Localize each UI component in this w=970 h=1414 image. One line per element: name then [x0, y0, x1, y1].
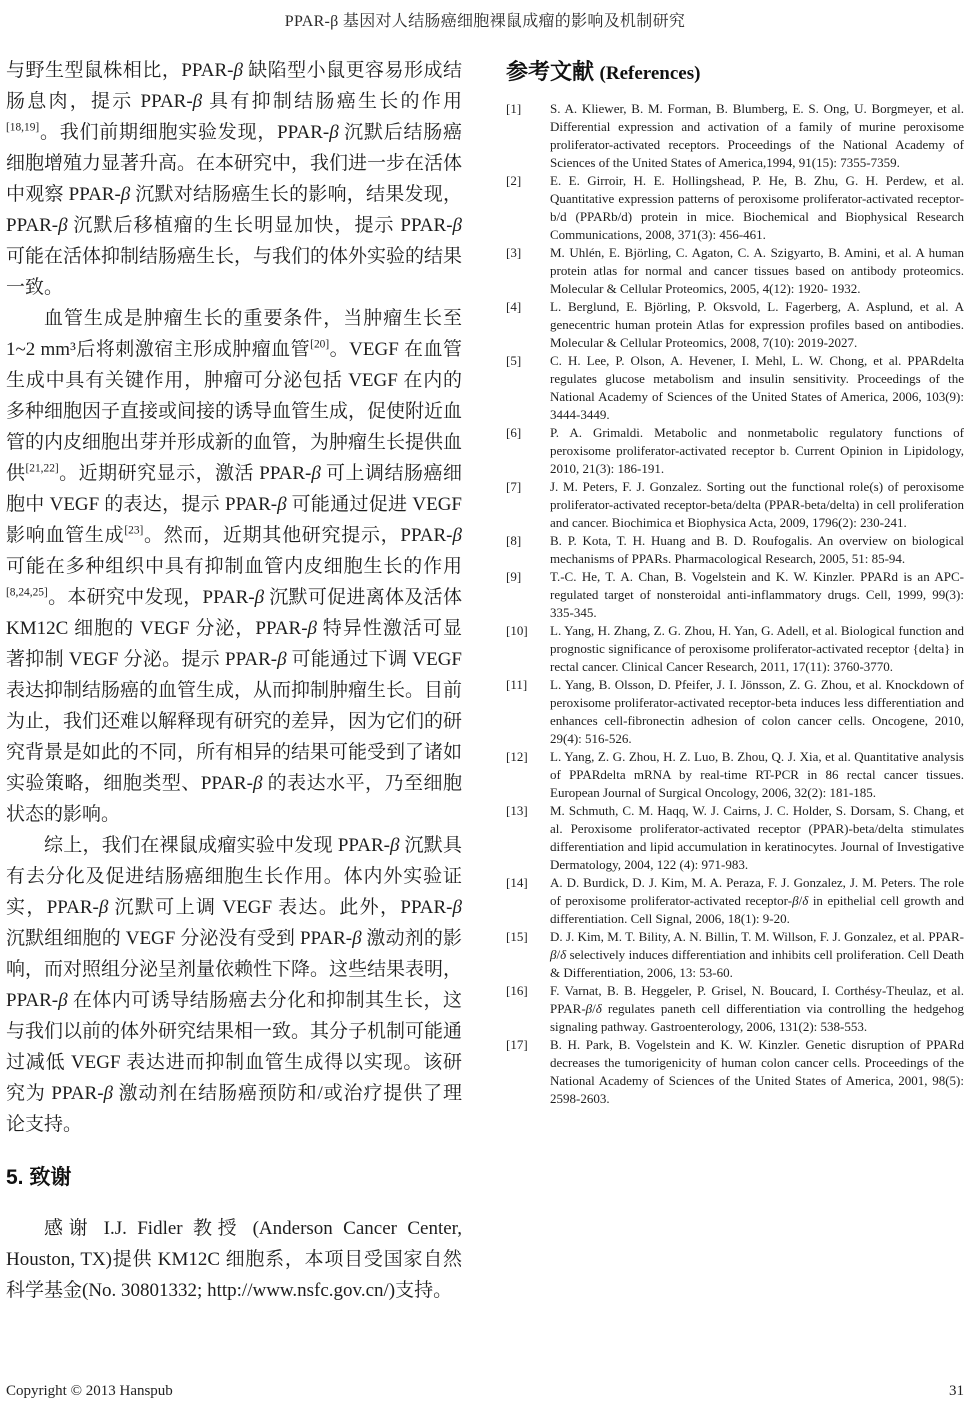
- reference-text: J. M. Peters, F. J. Gonzalez. Sorting out the functional role(s) of peroxisome proliferator-activated receptor-beta/delta (PPAR-beta/delta) in cell proliferation and cancer. Biochimica et Biophysica Acta, 2009, 1796(2): 230-241.: [550, 479, 964, 530]
- reference-item: [506, 748, 964, 802]
- acknowledgement-paragraphs: [6, 1213, 462, 1306]
- references-column: [506, 55, 964, 1108]
- reference-item: [506, 802, 964, 874]
- reference-number: [2]: [506, 173, 522, 188]
- reference-item: [506, 352, 964, 424]
- reference-number: [10]: [506, 623, 528, 638]
- page-footer: [6, 1383, 964, 1400]
- reference-number: [4]: [506, 299, 522, 314]
- reference-item: [506, 532, 964, 568]
- reference-number: [5]: [506, 353, 522, 368]
- reference-text: S. A. Kliewer, B. M. Forman, B. Blumberg, E. S. Ong, U. Borgmeyer, et al. Differential expression and activation of a family of murine peroxisome proliferator-activated receptors. Proceedings of the National Academy of Sciences of the United States of America,1994, 91(15): 7355-7359.: [550, 101, 964, 170]
- reference-item: [506, 928, 964, 982]
- reference-number: [11]: [506, 677, 528, 692]
- references-heading-zh: 参考文献: [506, 59, 595, 84]
- reference-text: D. J. Kim, M. T. Bility, A. N. Billin, T. M. Willson, F. J. Gonzalez, et al. PPAR-β/δ selectively induces differentiation and inhibits cell proliferation. Cell Death & Differentiation, 2006, 13: 53-60.: [550, 929, 964, 980]
- reference-text: L. Berglund, E. Björling, P. Oksvold, L. Fagerberg, A. Asplund, et al. A genecentric human protein Atlas for expression profiles based on antibodies. Molecular & Cellular Proteomics, 2008, 7(10): 2019-2027.: [550, 299, 964, 350]
- page-title: PPAR-β 基因对人结肠癌细胞裸鼠成瘤的影响及机制研究: [284, 13, 686, 30]
- reference-item: [506, 982, 964, 1036]
- reference-number: [1]: [506, 101, 522, 116]
- reference-number: [8]: [506, 533, 522, 548]
- reference-number: [9]: [506, 569, 522, 584]
- body-paragraph: 与野生型鼠株相比，PPAR-β 缺陷型小鼠更容易形成结肠息肉，提示 PPAR-β 具有抑制结肠癌生长的作用[18,19]。我们前期细胞实验发现，PPAR-β 沉默后结肠癌细胞增殖力显著升高。在本研究中，我们进一步在活体中观察 PPAR-β 沉默对结肠癌生长的影响，结果发现，PPAR-β 沉默后移植瘤的生长明显加快，提示 PPAR-β 可能在活体抑制结肠癌生长，与我们的体外实验的结果一致。: [6, 60, 463, 298]
- reference-number: [12]: [506, 749, 528, 764]
- reference-item: [506, 622, 964, 676]
- reference-item: [506, 172, 964, 244]
- reference-text: F. Varnat, B. B. Heggeler, P. Grisel, N. Boucard, I. Corthésy-Theulaz, et al. PPAR-β/δ regulates paneth cell differentiation via controlling the hedgehog signaling pathway. Gastroenterology, 2006, 131(2): 538-553.: [550, 983, 964, 1034]
- content-columns: [0, 55, 970, 1306]
- left-column: [6, 55, 462, 1306]
- reference-item: [506, 298, 964, 352]
- reference-text: B. H. Park, B. Vogelstein and K. W. Kinzler. Genetic disruption of PPARd decreases the tumorigenicity of human colon cancer cells. Proceedings of the National Academy of Sciences of the United States of America, 2001, 98(5): 2598-2603.: [550, 1037, 964, 1106]
- reference-text: P. A. Grimaldi. Metabolic and nonmetabolic regulatory functions of peroxisome proliferator-activated receptor b. Current Opinion in Lipidology, 2010, 21(3): 186-191.: [550, 425, 964, 476]
- reference-text: L. Yang, H. Zhang, Z. G. Zhou, H. Yan, G. Adell, et al. Biological function and prognostic significance of peroxisome proliferator-activated receptor {delta} in rectal cancer. Clinical Cancer Research, 2011, 17(11): 3760-3770.: [550, 623, 964, 674]
- reference-item: [506, 676, 964, 748]
- reference-text: B. P. Kota, T. H. Huang and B. D. Roufogalis. An overview on biological mechanisms of PPARs. Pharmacological Research, 2005, 51: 85-94.: [550, 533, 964, 566]
- reference-item: [506, 1036, 964, 1108]
- reference-text: T.-C. He, T. A. Chan, B. Vogelstein and K. W. Kinzler. PPARd is an APC-regulated target of nonsteroidal anti-inflammatory drugs. Cell, 1999, 99(3): 335-345.: [550, 569, 964, 620]
- references-heading-en: (References): [599, 63, 701, 84]
- body-paragraph: 血管生成是肿瘤生长的重要条件，当肿瘤生长至1~2 mm³后将刺激宿主形成肿瘤血管[20]。VEGF 在血管生成中具有关键作用，肿瘤可分泌包括 VEGF 在内的多种细胞因子直接或间接的诱导血管生成，促使附近血管的内皮细胞出芽并形成新的血管，为肿瘤生长提供血供[21,22]。近期研究显示，激活 PPAR-β 可上调结肠癌细胞中 VEGF 的表达，提示 PPAR-β 可能通过促进 VEGF 影响血管生成[23]。然而，近期其他研究提示，PPAR-β 可能在多种组织中具有抑制血管内皮细胞生长的作用[8,24,25]。本研究中发现，PPAR-β 沉默可促进离体及活体 KM12C 细胞的 VEGF 分泌，PPAR-β 特异性激活可显著抑制 VEGF 分泌。提示 PPAR-β 可能通过下调 VEGF 表达抑制结肠癌的血管生成，从而抑制肿瘤生长。目前为止，我们还难以解释现有研究的差异，因为它们的研究背景是如此的不同，所有相异的结果可能受到了诸如实验策略，细胞类型、PPAR-β 的表达水平，乃至细胞状态的影响。: [6, 308, 463, 825]
- reference-number: [16]: [506, 983, 528, 998]
- reference-text: M. Uhlén, E. Björling, C. Agaton, C. A. Szigyarto, B. Amini, et al. A human protein atlas for normal and cancer tissues based on antibody proteomics. Molecular & Cellular Proteomics, 2005, 4(12): 1920- 1932.: [550, 245, 964, 296]
- reference-list: [506, 100, 964, 1108]
- reference-text: L. Yang, B. Olsson, D. Pfeifer, J. I. Jönsson, Z. G. Zhou, et al. Knockdown of peroxisome proliferator-activated receptor-beta induces less differentiation and enhances cell-fibronectin adhesion of colon cancer cells. Oncogene, 2010, 29(4): 516-526.: [550, 677, 964, 746]
- reference-number: [17]: [506, 1037, 528, 1052]
- reference-item: [506, 244, 964, 298]
- reference-text: C. H. Lee, P. Olson, A. Hevener, I. Mehl, L. W. Chong, et al. PPARdelta regulates glucose metabolism and insulin sensitivity. Proceedings of the National Academy of Sciences of the United States of America, 2006, 103(9): 3444-3449.: [550, 353, 964, 422]
- reference-number: [3]: [506, 245, 522, 260]
- reference-number: [14]: [506, 875, 528, 890]
- body-paragraph: 综上，我们在裸鼠成瘤实验中发现 PPAR-β 沉默具有去分化及促进结肠癌细胞生长作用。体内外实验证实，PPAR-β 沉默可上调 VEGF 表达。此外，PPAR-β 沉默组细胞的 VEGF 分泌没有受到 PPAR-β 激动剂的影响，而对照组分泌呈剂量依赖性下降。这些结果表明，PPAR-β 在体内可诱导结肠癌去分化和抑制其生长，这与我们以前的体外研究结果相一致。其分子机制可能通过减低 VEGF 表达进而抑制血管生成得以实现。该研究为 PPAR-β 激动剂在结肠癌预防和/或治疗提供了理论支持。: [6, 835, 463, 1135]
- reference-item: [506, 424, 964, 478]
- references-heading: [506, 55, 964, 86]
- reference-text: A. D. Burdick, D. J. Kim, M. A. Peraza, F. J. Gonzalez, J. M. Peters. The role of peroxisome proliferator-activated receptor-β/δ in epithelial cell growth and differentiation. Cell Signal, 2006, 18(1): 9-20.: [550, 875, 965, 926]
- reference-text: L. Yang, Z. G. Zhou, H. Z. Luo, B. Zhou, Q. J. Xia, et al. Quantitative analysis of PPARdelta mRNA by real-time RT-PCR in 86 rectal cancer tissues. European Journal of Surgical Oncology, 2006, 32(2): 181-185.: [550, 749, 964, 800]
- reference-item: [506, 568, 964, 622]
- page-number: 31: [949, 1383, 964, 1399]
- reference-number: [15]: [506, 929, 528, 944]
- discussion-paragraphs: [6, 55, 462, 1140]
- reference-item: [506, 478, 964, 532]
- reference-number: [7]: [506, 479, 522, 494]
- reference-text: E. E. Girroir, H. E. Hollingshead, P. He, B. Zhu, G. H. Perdew, et al. Quantitative expression patterns of peroxisome proliferator-activated receptor-b/d (PPARb/d) protein in mice. Biochemical and Biophysical Research Communications, 2008, 371(3): 456-461.: [550, 173, 964, 242]
- footer-copyright: Copyright © 2013 Hanspub: [6, 1383, 173, 1399]
- reference-item: [506, 874, 964, 928]
- section-heading-acknowledgements: 5. 致谢: [6, 1166, 72, 1189]
- body-paragraph: 感谢 I.J. Fidler 教授 (Anderson Cancer Center, Houston, TX)提供 KM12C 细胞系，本项目受国家自然科学基金(No. 30801332; http://www.nsfc.gov.cn/)支持。: [6, 1218, 462, 1301]
- reference-number: [6]: [506, 425, 522, 440]
- reference-number: [13]: [506, 803, 528, 818]
- reference-text: M. Schmuth, C. M. Haqq, W. J. Cairns, J. C. Holder, S. Dorsam, S. Chang, et al. Peroxisome proliferator-activated receptor (PPAR)-beta/delta stimulates differentiation and lipid accumulation in keratinocytes. Journal of Investigative Dermatology, 2004, 122 (4): 971-983.: [550, 803, 964, 872]
- reference-item: [506, 100, 964, 172]
